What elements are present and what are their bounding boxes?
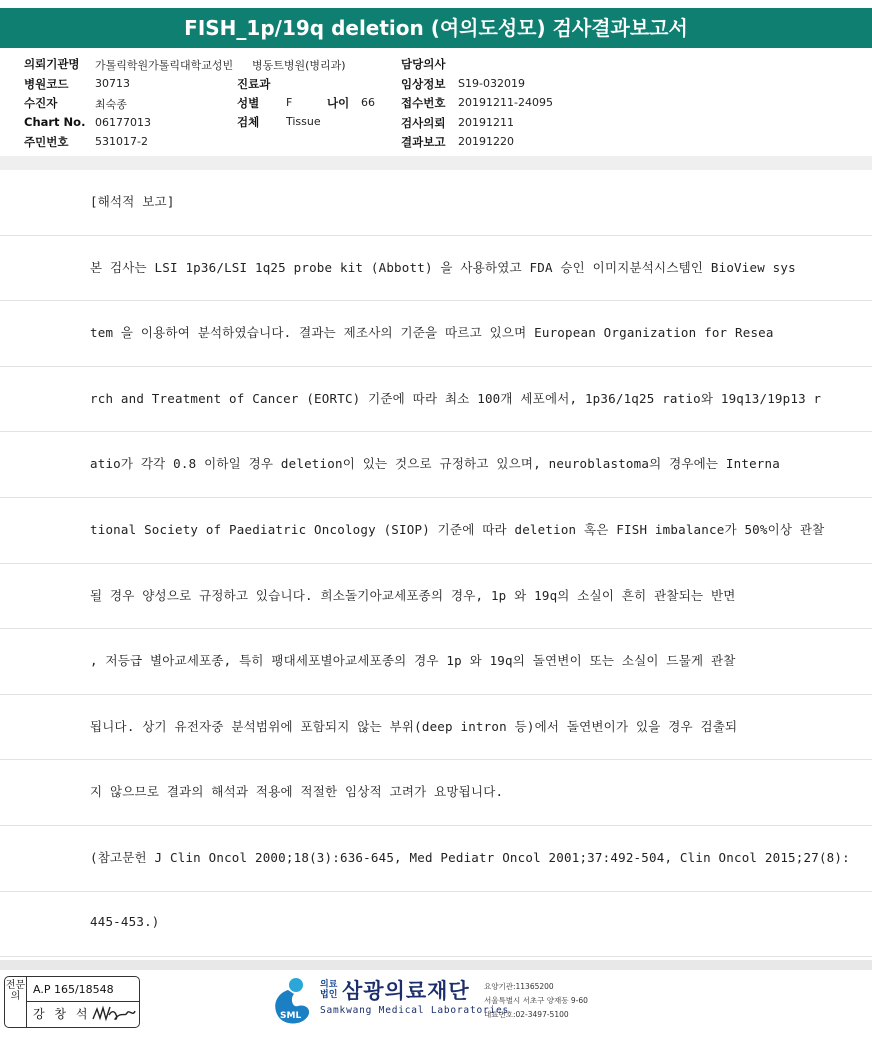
label-patient: 수진자	[24, 96, 58, 110]
value-age: 66	[361, 96, 375, 109]
label-test-request: 검사의뢰	[401, 116, 446, 130]
value-requesting-institution: 가톨릭학원가톨릭대학교성빈	[95, 59, 234, 72]
report-line: 지 않으므로 결과의 해석과 적용에 적절한 임상적 고려가 요망됩니다.	[0, 760, 872, 826]
report-line: rch and Treatment of Cancer (EORTC) 기준에 따라 최소 100개 세포에서, 1p36/1q25 ratio와 19q13/19p13 r	[0, 367, 872, 433]
value-patient: 최숙종	[95, 98, 127, 111]
report-line: (참고문헌 J Clin Oncol 2000;18(3):636-645, Med Pediatr Oncol 2001;37:492-504, Clin Oncol 2015;27(8):	[0, 826, 872, 892]
value-resident-no: 531017-2	[95, 135, 148, 148]
value-sex: F	[286, 96, 293, 109]
value-specimen: Tissue	[286, 115, 321, 128]
title-top-line	[0, 0, 872, 8]
report-line: , 저등급 별아교세포종, 특히 팽대세포별아교세포종의 경우 1p 와 19q의 돌연변이 또는 소실이 드물게 관찰	[0, 629, 872, 695]
logo-name: 삼광의료재단	[342, 979, 470, 1003]
label-doctor: 담당의사	[401, 57, 446, 71]
signature-role: 전문의	[5, 977, 27, 1027]
value-result-report: 20191220	[458, 135, 514, 148]
value-test-request: 20191211	[458, 116, 514, 129]
footer-divider	[0, 960, 872, 970]
lab-logo	[268, 974, 608, 1030]
logo-mark-text: SML	[280, 1011, 302, 1021]
signature-box	[4, 976, 140, 1028]
value-hospital-code: 30713	[95, 77, 130, 90]
phone: 대표번호:02-3497-5100	[484, 1010, 569, 1019]
label-specimen: 검체	[237, 115, 260, 129]
value-chart-no: 06177013	[95, 116, 151, 129]
report-body	[0, 170, 872, 958]
report-line: 됩니다. 상기 유전자중 분석범위에 포함되지 않는 부위(deep intron 등)에서 돌연변이가 있을 경우 검출되	[0, 695, 872, 761]
label-result-report: 결과보고	[401, 135, 446, 149]
report-title: FISH_1p/19q deletion (여의도성모) 검사결과보고서	[0, 8, 872, 48]
sml-logo-icon	[268, 976, 314, 1026]
value-ward: 병동트병원(병리과)	[252, 59, 346, 72]
report-line: tional Society of Paediatric Oncology (SIOP) 기준에 따라 deletion 혹은 FISH imbalance가 50%이상 관찰	[0, 498, 872, 564]
value-receipt-no: 20191211-24095	[458, 96, 553, 109]
label-chart-no: Chart No.	[24, 115, 86, 129]
report-line: tem 을 이용하여 분석하였습니다. 결과는 제조사의 기준을 따르고 있으며 European Organization for Resea	[0, 301, 872, 367]
signature-name: 강 창 석	[33, 1007, 91, 1021]
label-age: 나이	[327, 96, 350, 110]
label-receipt-no: 접수번호	[401, 96, 446, 110]
label-hospital-code: 병원코드	[24, 77, 69, 91]
logo-corp-label: 의료 법인	[320, 980, 338, 1000]
signature-license: A.P 165/18548	[27, 977, 139, 1002]
report-line: [해석적 보고]	[0, 170, 872, 236]
label-department: 진료과	[237, 77, 271, 91]
label-resident-no: 주민번호	[24, 135, 69, 149]
value-clinical-info: S19-032019	[458, 77, 525, 90]
report-line: 445-453.)	[0, 892, 872, 958]
patient-info	[0, 52, 872, 152]
logo-contact-info	[484, 980, 588, 1022]
address: 서울특별시 서초구 양재동 9-60	[484, 996, 588, 1005]
report-line: 본 검사는 LSI 1p36/LSI 1q25 probe kit (Abbott) 을 사용하였고 FDA 승인 이미지분석시스템인 BioView sys	[0, 236, 872, 302]
label-requesting-institution: 의뢰기관명	[24, 57, 80, 71]
section-divider	[0, 156, 872, 170]
handwritten-signature	[91, 1003, 137, 1025]
report-line: 될 경우 양성으로 규정하고 있습니다. 희소돌기아교세포종의 경우, 1p 와 19q의 소실이 흔히 관찰되는 반면	[0, 564, 872, 630]
label-sex: 성별	[237, 96, 260, 110]
logo-english-name: Samkwang Medical Laboratories	[320, 1005, 510, 1016]
care-code: 요양기관:11365200	[484, 982, 554, 991]
report-line: atio가 각각 0.8 이하일 경우 deletion이 있는 것으로 규정하고 있으며, neuroblastoma의 경우에는 Interna	[0, 432, 872, 498]
label-clinical-info: 임상정보	[401, 77, 446, 91]
